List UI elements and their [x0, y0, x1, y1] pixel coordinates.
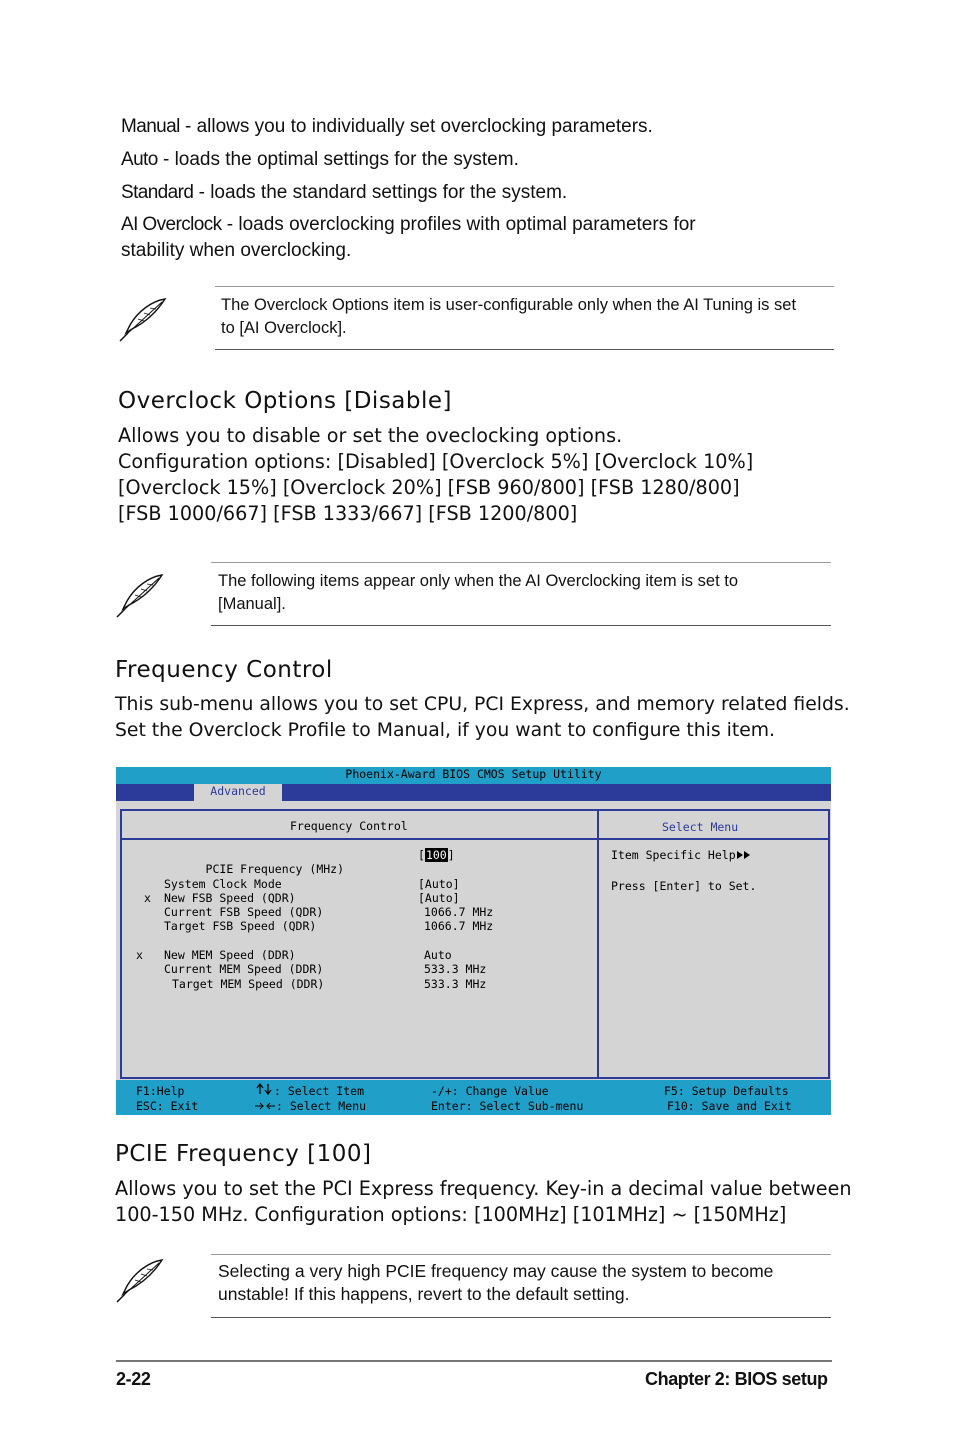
option-desc: - loads the optimal settings for the system.	[157, 149, 519, 170]
row-value: 1066.7 MHz	[424, 919, 494, 933]
note-text	[221, 294, 796, 340]
section-body	[115, 692, 850, 744]
row-value: 1066.7 MHz	[424, 905, 494, 919]
help-line: Press [Enter] to Set.	[611, 879, 757, 893]
body-line: [Overclock 15%] [Overclock 20%] [FSB 960/800] [FSB 1280/800]	[118, 476, 740, 499]
note-text	[218, 570, 738, 616]
row-value: 533.3 MHz	[424, 977, 487, 991]
key-change-value: -/+: Change Value	[431, 1084, 549, 1098]
bios-divider	[122, 838, 828, 840]
note-line: The Overclock Options item is user-configurable only when the AI Tuning is set	[221, 296, 797, 314]
section-heading: Frequency Control	[115, 657, 333, 683]
feather-note-icon	[118, 297, 168, 343]
row-label: System Clock Mode	[164, 877, 282, 891]
note-line: [Manual].	[218, 595, 286, 613]
note-line: The following items appear only when the AI Overclocking item is set to	[218, 572, 738, 590]
body-line: Allows you to set the PCI Express frequency. Key-in a decimal value between	[115, 1177, 852, 1200]
bios-screen	[116, 767, 831, 1115]
section-body	[115, 1176, 852, 1228]
row-label: New FSB Speed (QDR)	[164, 891, 296, 905]
body-line: Set the Overclock Profile to Manual, if you want to configure this item.	[115, 720, 776, 741]
bios-row[interactable]	[164, 877, 282, 891]
bios-row	[164, 891, 296, 905]
option-desc: - loads the standard settings for the system.	[193, 182, 568, 203]
feather-note-icon	[115, 573, 165, 619]
section-heading: Overclock Options [Disable]	[118, 388, 453, 414]
row-disabled-mark: x	[136, 948, 143, 962]
row-value: [Auto]	[418, 877, 460, 891]
note-line: to [AI Overclock].	[221, 319, 347, 337]
key-select-submenu: Enter: Select Sub-menu	[431, 1099, 584, 1113]
bios-menu-bar	[116, 784, 831, 801]
note-line: unstable! If this happens, revert to the default setting.	[218, 1284, 630, 1304]
row-label: Target FSB Speed (QDR)	[164, 919, 317, 933]
option-standard	[121, 180, 741, 206]
option-manual	[121, 114, 741, 140]
bios-footer	[116, 1080, 831, 1115]
key-exit: ESC: Exit	[136, 1099, 199, 1113]
feather-note-icon	[115, 1258, 165, 1304]
row-value: Auto	[424, 948, 452, 962]
row-label: New MEM Speed (DDR)	[164, 948, 296, 962]
row-value: [Auto]	[418, 891, 460, 905]
body-line: [FSB 1000/667] [FSB 1333/667] [FSB 1200/800]	[118, 502, 578, 525]
row-disabled-mark: x	[144, 891, 151, 905]
left-right-arrow-icon	[254, 1101, 276, 1111]
chapter-title: Chapter 2: BIOS setup	[645, 1369, 828, 1389]
up-down-arrow-icon	[256, 1083, 274, 1095]
row-value[interactable]: [100]	[418, 848, 455, 862]
bios-panel	[120, 809, 830, 1079]
option-desc: - loads overclocking profiles with optimal parameters for	[221, 214, 696, 235]
option-term: Manual	[121, 116, 180, 137]
body-line: Configuration options: [Disabled] [Overclock 5%] [Overclock 10%]	[118, 450, 754, 473]
option-desc-cont: stability when overclocking.	[121, 240, 352, 261]
row-label: Current MEM Speed (DDR)	[164, 962, 324, 976]
option-desc: - allows you to individually set overclocking parameters.	[179, 116, 653, 137]
row-value-selected: 100	[425, 848, 447, 862]
note-line: Selecting a very high PCIE frequency may cause the system to become	[218, 1261, 774, 1281]
note-text	[218, 1260, 773, 1306]
option-term: AI Overclock	[121, 214, 222, 235]
section-heading: PCIE Frequency [100]	[115, 1141, 372, 1167]
key-save-exit: F10: Save and Exit	[667, 1099, 792, 1113]
option-ai-overclock	[121, 212, 741, 264]
double-arrow-right-icon	[736, 850, 752, 860]
help-text: Item Specific Help	[611, 848, 736, 862]
bios-divider	[597, 811, 599, 1077]
help-line	[611, 848, 752, 862]
section-body	[118, 423, 753, 527]
row-value: 533.3 MHz	[424, 962, 487, 976]
key-setup-defaults: F5: Setup Defaults	[664, 1084, 789, 1098]
option-term: Standard	[121, 182, 194, 203]
option-auto	[121, 147, 741, 173]
tab-advanced[interactable]: Advanced	[194, 784, 282, 801]
row-label: Current FSB Speed (QDR)	[164, 905, 324, 919]
body-line: Allows you to disable or set the oveclocking options.	[118, 424, 623, 447]
page-number: 2-22	[116, 1369, 151, 1389]
key-help: F1:Help	[136, 1084, 185, 1098]
key-select-item: : Select Item	[274, 1084, 365, 1098]
row-label: Target MEM Speed (DDR)	[172, 977, 325, 991]
key-select-menu: : Select Menu	[276, 1099, 367, 1113]
help-title: Select Menu	[662, 820, 739, 834]
option-term: Auto	[121, 149, 158, 170]
panel-title: Frequency Control	[290, 819, 408, 833]
body-line: 100-150 MHz. Configuration options: [100MHz] [101MHz] ~ [150MHz]	[115, 1203, 787, 1226]
row-label: PCIE Frequency (MHz)	[205, 862, 345, 876]
footer-rule	[116, 1360, 832, 1362]
bios-title: Phoenix-Award BIOS CMOS Setup Utility	[116, 767, 831, 784]
body-line: This sub-menu allows you to set CPU, PCI Express, and memory related fields.	[115, 694, 850, 715]
